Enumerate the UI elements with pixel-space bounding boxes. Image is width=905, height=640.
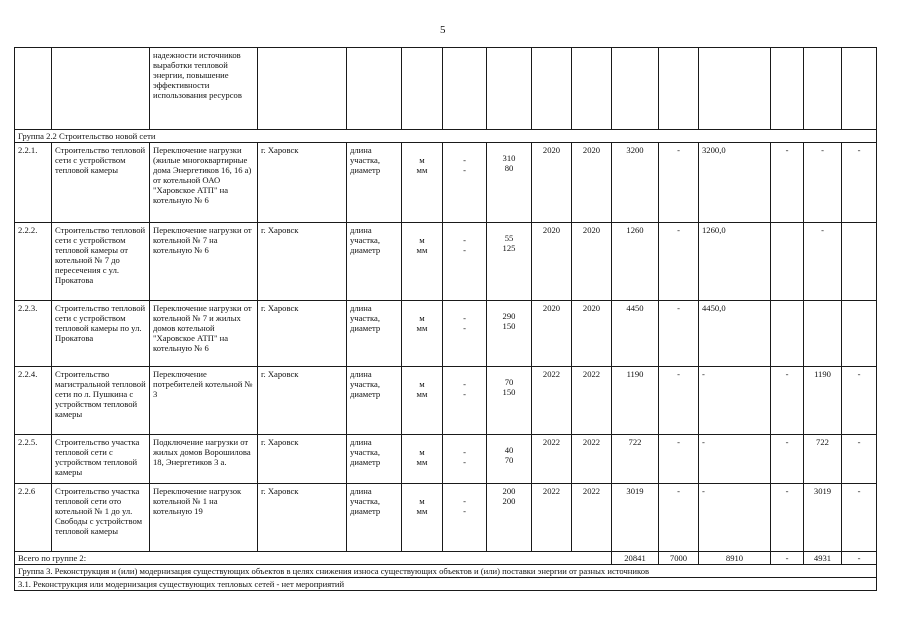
group-header-row bbox=[15, 578, 877, 591]
end-year: 2020 bbox=[572, 143, 612, 223]
value-before-cell-value: - bbox=[463, 496, 466, 507]
value-before-cell bbox=[443, 223, 487, 301]
project-location: г. Харовск bbox=[258, 143, 347, 223]
unit-cell-value: м bbox=[419, 379, 425, 390]
cost-year-2: 3200,0 bbox=[699, 143, 771, 223]
cost-year-5: - bbox=[842, 484, 877, 552]
value-after-cell-value: 40 bbox=[504, 445, 514, 456]
group-2-2-header: Группа 2.2 Строительство новой сети bbox=[15, 130, 877, 143]
unit-cell bbox=[402, 367, 443, 435]
total-cost: 3200 bbox=[612, 143, 659, 223]
technical-parameter: длина участка, диаметр bbox=[347, 301, 402, 367]
total-cost: 1190 bbox=[612, 367, 659, 435]
end-year: 2020 bbox=[572, 301, 612, 367]
measure-continued: надежности источников выработки тепловой энергии, повышение эффективности использования ресурсов bbox=[150, 48, 258, 130]
table-row bbox=[15, 435, 877, 484]
unit-cell-value: мм bbox=[416, 457, 428, 468]
project-name: Строительство магистральной тепловой сети по л. Пушкина с устройством тепловой камеры bbox=[52, 367, 150, 435]
project-goal: Переключение нагрузки (жилые многоквартирные дома Энергетиков 16, 16 а) от котельной ОАО "Харовское АТП" на котельную № 6 bbox=[150, 143, 258, 223]
project-location: г. Харовск bbox=[258, 223, 347, 301]
technical-parameter: длина участка, диаметр bbox=[347, 223, 402, 301]
value-after-cell bbox=[487, 301, 532, 367]
total-c2020: 8910 bbox=[699, 552, 771, 565]
value-after-cell-value: 310 bbox=[502, 153, 516, 164]
unit-cell bbox=[402, 223, 443, 301]
group-header-row bbox=[15, 130, 877, 143]
cost-year-3 bbox=[771, 301, 804, 367]
cost-year-4 bbox=[804, 301, 842, 367]
value-before-cell-value: - bbox=[463, 235, 466, 246]
project-name: Строительство тепловой сети с устройством тепловой камеры от котельной № 7 до пересечения с ул. Прокатова bbox=[52, 223, 150, 301]
value-after-cell-value: 150 bbox=[502, 387, 516, 398]
value-before-cell bbox=[443, 484, 487, 552]
unit-cell-value: м bbox=[419, 447, 425, 458]
unit-cell bbox=[402, 435, 443, 484]
cost-year-1: - bbox=[659, 301, 699, 367]
unit-cell-value: мм bbox=[416, 506, 428, 517]
cost-year-5 bbox=[842, 223, 877, 301]
project-goal: Переключение потребителей котельной № 3 bbox=[150, 367, 258, 435]
value-before-cell bbox=[443, 435, 487, 484]
group-header-row bbox=[15, 565, 877, 578]
cost-year-3: - bbox=[771, 367, 804, 435]
total-cost: 3019 bbox=[612, 484, 659, 552]
project-name: Строительство участка тепловой сети с устройством тепловой камеры bbox=[52, 435, 150, 484]
unit-cell-value: мм bbox=[416, 245, 428, 256]
cost-year-3: - bbox=[771, 435, 804, 484]
technical-parameter: длина участка, диаметр bbox=[347, 143, 402, 223]
value-after-cell-value: 70 bbox=[504, 455, 514, 466]
total-cost: 722 bbox=[612, 435, 659, 484]
project-location: г. Харовск bbox=[258, 484, 347, 552]
end-year: 2020 bbox=[572, 223, 612, 301]
page-number: 5 bbox=[440, 24, 446, 36]
end-year: 2022 bbox=[572, 367, 612, 435]
value-after-cell bbox=[487, 484, 532, 552]
total-c2022: 4931 bbox=[804, 552, 842, 565]
cost-year-4: - bbox=[804, 143, 842, 223]
cost-year-1: - bbox=[659, 367, 699, 435]
total-cost: 1260 bbox=[612, 223, 659, 301]
project-goal: Переключение нагрузки от котельной № 7 на котельную № 6 bbox=[150, 223, 258, 301]
unit-cell-value: м bbox=[419, 155, 425, 166]
row-number: 2.2.5. bbox=[15, 435, 52, 484]
table-row bbox=[15, 48, 877, 130]
row-number: 2.2.3. bbox=[15, 301, 52, 367]
cost-year-3 bbox=[771, 223, 804, 301]
cost-year-1: - bbox=[659, 143, 699, 223]
start-year: 2022 bbox=[532, 435, 572, 484]
value-after-cell bbox=[487, 223, 532, 301]
start-year: 2020 bbox=[532, 301, 572, 367]
value-before-cell-value: - bbox=[463, 155, 466, 166]
value-after-cell-value: 80 bbox=[504, 163, 514, 174]
unit-cell-value: мм bbox=[416, 389, 428, 400]
value-before-cell bbox=[443, 367, 487, 435]
cost-year-2: 1260,0 bbox=[699, 223, 771, 301]
unit-cell-value: мм bbox=[416, 323, 428, 334]
value-before-cell-value: - bbox=[463, 389, 466, 400]
project-name: Строительство тепловой сети с устройством тепловой камеры bbox=[52, 143, 150, 223]
total-label: Всего по группе 2: bbox=[15, 552, 612, 565]
value-after-cell bbox=[487, 367, 532, 435]
cost-year-4: 3019 bbox=[804, 484, 842, 552]
project-goal: Переключение нагрузок котельной № 1 на котельную 19 bbox=[150, 484, 258, 552]
technical-parameter: длина участка, диаметр bbox=[347, 435, 402, 484]
start-year: 2020 bbox=[532, 223, 572, 301]
investment-table bbox=[14, 47, 877, 591]
end-year: 2022 bbox=[572, 484, 612, 552]
row-number: 2.2.1. bbox=[15, 143, 52, 223]
cost-year-5: - bbox=[842, 367, 877, 435]
unit-cell bbox=[402, 484, 443, 552]
project-goal: Переключение нагрузки от котельной № 7 и жилых домов котельной "Харовское АТП" на котельную № 6 bbox=[150, 301, 258, 367]
value-after-cell bbox=[487, 435, 532, 484]
table-row bbox=[15, 143, 877, 223]
unit-cell bbox=[402, 301, 443, 367]
value-after-cell-value: 200 bbox=[502, 486, 516, 497]
value-before-cell-value: - bbox=[463, 165, 466, 176]
unit-cell-value: мм bbox=[416, 165, 428, 176]
project-location: г. Харовск bbox=[258, 367, 347, 435]
project-goal: Подключение нагрузки от жилых домов Ворошилова 18, Энергетиков 3 а. bbox=[150, 435, 258, 484]
value-before-cell-value: - bbox=[463, 379, 466, 390]
project-name: Строительство участка тепловой сети ото котельной № 1 до ул. Свободы с устройством тепловой камеры bbox=[52, 484, 150, 552]
value-after-cell-value: 55 bbox=[504, 233, 514, 244]
row-number: 2.2.4. bbox=[15, 367, 52, 435]
value-before-cell-value: - bbox=[463, 245, 466, 256]
group-3-header: Группа 3. Реконструкция и (или) модернизация существующих объектов в целях снижения износа существующих объектов и (или) поставки энергии от разных источников bbox=[15, 565, 877, 578]
value-after-cell-value: 150 bbox=[502, 321, 516, 332]
unit-cell bbox=[402, 143, 443, 223]
value-after-cell-value: 290 bbox=[502, 311, 516, 322]
technical-parameter: длина участка, диаметр bbox=[347, 484, 402, 552]
cost-year-2: - bbox=[699, 435, 771, 484]
start-year: 2020 bbox=[532, 143, 572, 223]
row-number: 2.2.6 bbox=[15, 484, 52, 552]
start-year: 2022 bbox=[532, 484, 572, 552]
row-number: 2.2.2. bbox=[15, 223, 52, 301]
value-before-cell bbox=[443, 301, 487, 367]
end-year: 2022 bbox=[572, 435, 612, 484]
group-3-1-header: 3.1. Реконструкция или модернизация существующих тепловых сетей - нет мероприятий bbox=[15, 578, 877, 591]
value-after-cell-value: 70 bbox=[504, 377, 514, 388]
total-c2023: - bbox=[842, 552, 877, 565]
value-before-cell-value: - bbox=[463, 506, 466, 517]
total-cost: 4450 bbox=[612, 301, 659, 367]
table-row bbox=[15, 301, 877, 367]
unit-cell-value: м bbox=[419, 496, 425, 507]
value-before-cell-value: - bbox=[463, 447, 466, 458]
cost-year-2: - bbox=[699, 367, 771, 435]
cost-year-5: - bbox=[842, 143, 877, 223]
cost-year-4: - bbox=[804, 223, 842, 301]
unit-cell-value: м bbox=[419, 313, 425, 324]
cost-year-2: - bbox=[699, 484, 771, 552]
project-location: г. Харовск bbox=[258, 301, 347, 367]
start-year: 2022 bbox=[532, 367, 572, 435]
unit-cell-value: м bbox=[419, 235, 425, 246]
cost-year-5 bbox=[842, 301, 877, 367]
total-c2019: 7000 bbox=[659, 552, 699, 565]
cost-year-4: 722 bbox=[804, 435, 842, 484]
cost-year-3: - bbox=[771, 143, 804, 223]
project-location: г. Харовск bbox=[258, 435, 347, 484]
cost-year-3: - bbox=[771, 484, 804, 552]
table-row bbox=[15, 223, 877, 301]
cost-year-4: 1190 bbox=[804, 367, 842, 435]
technical-parameter: длина участка, диаметр bbox=[347, 367, 402, 435]
total-row bbox=[15, 552, 877, 565]
table-row bbox=[15, 367, 877, 435]
cost-year-1: - bbox=[659, 223, 699, 301]
value-after-cell-value: 200 bbox=[502, 496, 516, 507]
cost-year-1: - bbox=[659, 435, 699, 484]
cost-year-1: - bbox=[659, 484, 699, 552]
value-before-cell-value: - bbox=[463, 457, 466, 468]
total-c2021: - bbox=[771, 552, 804, 565]
cost-year-5: - bbox=[842, 435, 877, 484]
cost-year-2: 4450,0 bbox=[699, 301, 771, 367]
value-before-cell bbox=[443, 143, 487, 223]
value-before-cell-value: - bbox=[463, 313, 466, 324]
total-total: 20841 bbox=[612, 552, 659, 565]
value-before-cell-value: - bbox=[463, 323, 466, 334]
project-name: Строительство тепловой сети с устройством тепловой камеры по ул. Прокатова bbox=[52, 301, 150, 367]
value-after-cell bbox=[487, 143, 532, 223]
table-row bbox=[15, 484, 877, 552]
value-after-cell-value: 125 bbox=[502, 243, 516, 254]
